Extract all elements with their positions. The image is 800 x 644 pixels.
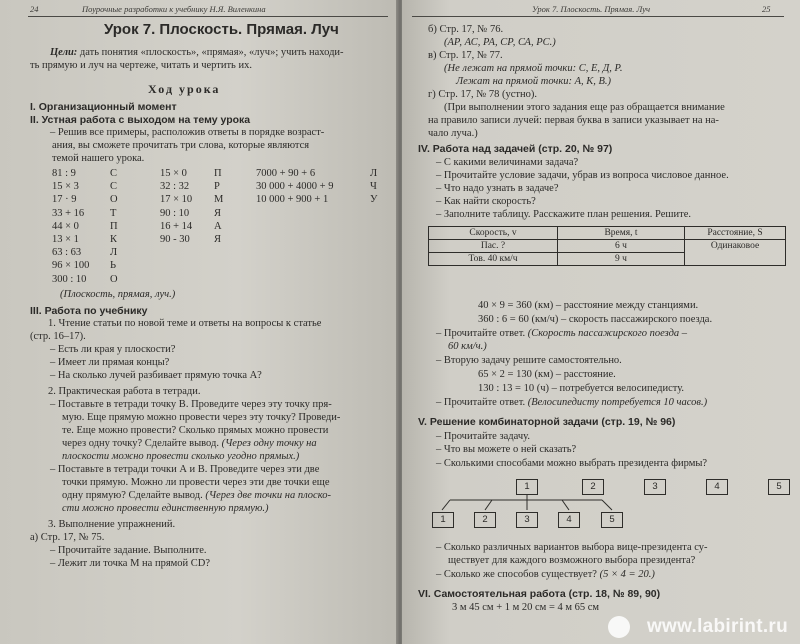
answer-text: 60 км/ч.) xyxy=(448,341,487,352)
examples-col-2 xyxy=(160,167,192,246)
answer-letter: А xyxy=(214,220,222,232)
calculation: 40 × 9 = 360 (км) – расстояние между станциями. xyxy=(478,300,699,311)
calculation: 3 м 45 см + 1 м 20 см = 4 м 65 см xyxy=(452,602,600,613)
table-cell: Пас. ? xyxy=(429,240,558,253)
tree-line xyxy=(485,500,492,510)
practical-text-part: одну прямую? Сделайте вывод. xyxy=(62,490,203,501)
example-expression: 15 × 3 xyxy=(52,181,79,193)
section-4-heading: IV. Работа над задачей (стр. 20, № 97) xyxy=(418,143,613,155)
tree-line xyxy=(562,500,569,510)
example-expression: 32 : 32 xyxy=(160,181,190,193)
examples-col-1 xyxy=(52,167,89,286)
answer-letter: Т xyxy=(110,207,117,219)
example-expression: 63 : 63 xyxy=(52,247,82,259)
question: – Имеет ли прямая концы? xyxy=(50,357,170,368)
answer-letter: Я xyxy=(214,207,222,219)
section-1-heading: I. Организационный момент xyxy=(30,101,177,113)
exercise-answer: (Не лежат на прямой точки: С, Е, Д, Р. xyxy=(444,63,623,74)
question: – Прочитайте условие задачи, убрав из вопроса числовое данное. xyxy=(436,170,729,181)
answer-letter: О xyxy=(110,273,118,285)
calculation: 360 : 6 = 60 (км/ч) – скорость пассажирского поезда. xyxy=(478,314,713,325)
answer-letter: С xyxy=(110,168,118,179)
exercise-note: чало луча.) xyxy=(428,128,478,139)
tree-line xyxy=(442,500,450,510)
example-expression: 30 000 + 4000 + 9 xyxy=(256,181,334,193)
task-table xyxy=(428,226,786,266)
president-option-box: 1 xyxy=(516,479,538,495)
answer-letter: О xyxy=(110,194,118,206)
running-header: Поурочные разработки к учебнику Н.Я. Виленкина xyxy=(82,4,266,14)
table-cell: Тов. 40 км/ч xyxy=(429,253,558,266)
president-option-box: 2 xyxy=(582,479,604,495)
section-6-heading: VI. Самостоятельная работа (стр. 18, № 89, 90) xyxy=(418,588,661,600)
question: ществует для каждого возможного выбора президента? xyxy=(448,555,696,566)
example-expression: 17 · 9 xyxy=(52,194,77,206)
president-option-box: 4 xyxy=(706,479,728,495)
question: – Что вы можете о ней сказать? xyxy=(436,444,577,455)
table-header: Время, t xyxy=(558,227,685,240)
table-header: Расстояние, S xyxy=(685,227,786,240)
example-expression: 15 × 0 xyxy=(160,168,187,179)
section-2-text: темой нашего урока. xyxy=(52,153,145,164)
question: – Есть ли края у плоскости? xyxy=(50,344,176,355)
exercise-answer: (АР, АС, РА, СР, СА, РС.) xyxy=(444,37,556,48)
answer-text: (Велосипедисту потребуется 10 часов.) xyxy=(525,397,708,408)
letters-col-2 xyxy=(214,167,223,246)
calculation: 130 : 13 = 10 (ч) – потребуется велосипедисту. xyxy=(478,383,685,394)
president-option-box: 3 xyxy=(644,479,666,495)
course-heading: Ход урока xyxy=(148,82,221,96)
goals-label: Цели: xyxy=(50,47,78,58)
question: – Заполните таблицу. Расскажите план решения. Решите. xyxy=(436,209,691,220)
exercise-ref: б) Стр. 17, № 76. xyxy=(428,24,504,35)
answer-letter: М xyxy=(214,194,224,206)
answer-line xyxy=(436,328,687,340)
vice-president-option-box: 3 xyxy=(516,512,538,528)
example-expression: 90 - 30 xyxy=(160,234,190,246)
letters-col-3 xyxy=(370,167,377,207)
question: – Сколько различных вариантов выбора вице-президента су- xyxy=(436,542,708,553)
answer-letter: Л xyxy=(370,168,378,179)
goals-line-2: ть прямую и луч на чертеже, читать и чертить их. xyxy=(30,60,252,71)
practical-answer: сти можно провести единственную прямую.) xyxy=(62,503,269,514)
table-header: Скорость, v xyxy=(429,227,558,240)
watermark-logo-icon xyxy=(608,616,630,638)
practical-text xyxy=(62,490,331,502)
question: – Прочитайте задачу. xyxy=(436,431,530,442)
table-row xyxy=(429,227,786,240)
instruction: – Вторую задачу решите самостоятельно. xyxy=(436,355,622,366)
example-expression: 96 × 100 xyxy=(52,260,90,272)
exercise-instruction: – Прочитайте задание. Выполните. xyxy=(50,545,207,556)
vice-president-option-box: 1 xyxy=(432,512,454,528)
header-rule xyxy=(412,16,784,17)
table-cell: Одинаковое xyxy=(685,240,786,266)
running-header: Урок 7. Плоскость. Прямая. Луч xyxy=(532,4,651,14)
table-cell: 6 ч xyxy=(558,240,685,253)
answer-letter: П xyxy=(110,220,118,232)
question-part: – Сколько же способов существует? xyxy=(436,569,597,580)
header-rule xyxy=(28,16,388,17)
example-expression: 17 × 10 xyxy=(160,194,193,206)
answer-letter: Л xyxy=(110,247,118,259)
goals-text: дать понятия «плоскость», «прямая», «луч»; учить находи- xyxy=(77,47,344,58)
examples-col-3 xyxy=(256,167,333,207)
answer-prompt: – Прочитайте ответ. xyxy=(436,397,526,408)
question: – Сколькими способами можно выбрать президента фирмы? xyxy=(436,458,708,469)
vice-president-option-box: 2 xyxy=(474,512,496,528)
exercise-note: (При выполнении этого задания еще раз обращается внимание xyxy=(444,102,725,113)
answer-line xyxy=(436,569,655,581)
example-expression: 7000 + 90 + 6 xyxy=(256,168,316,179)
question: – Как найти скорость? xyxy=(436,196,536,207)
calculation: 65 × 2 = 130 (км) – расстояние. xyxy=(478,369,616,380)
question: – С какими величинами задача? xyxy=(436,157,579,168)
example-expression: 33 + 16 xyxy=(52,207,85,219)
section-3-text: (стр. 16–17). xyxy=(30,331,86,342)
section-3-text: 1. Чтение статьи по новой теме и ответы на вопросы к статье xyxy=(48,318,322,329)
practical-text: точки прямую. Можно ли провести через эти две точки еще xyxy=(62,477,330,488)
example-expression: 44 × 0 xyxy=(52,220,79,232)
section-5-heading: V. Решение комбинаторной задачи (стр. 19, № 96) xyxy=(418,416,676,428)
goals-line xyxy=(50,47,344,59)
practical-text: – Поставьте в тетради точки А и В. Проведите через эти две xyxy=(50,464,320,475)
vice-president-option-box: 5 xyxy=(601,512,623,528)
answer-letter: Р xyxy=(214,181,220,193)
answer-letter: Ь xyxy=(110,260,117,272)
practical-text xyxy=(62,438,317,450)
answer-letter: К xyxy=(110,234,118,246)
exercise-ref: а) Стр. 17, № 75. xyxy=(30,532,105,543)
answer-letter: Ч xyxy=(370,181,377,193)
example-expression: 10 000 + 900 + 1 xyxy=(256,194,329,206)
exercise-answer: Лежат на прямой точки: А, К, В.) xyxy=(456,76,612,87)
practical-text-part: через одну точку? Сделайте вывод. xyxy=(62,438,219,449)
example-expression: 300 : 10 xyxy=(52,273,87,285)
letters-col-1 xyxy=(110,167,118,286)
example-expression: 90 : 10 xyxy=(160,207,190,219)
practical-answer: (Через две точки на плоско- xyxy=(202,490,331,501)
vice-president-option-box: 4 xyxy=(558,512,580,528)
exercise-question: – Лежит ли точка М на прямой CD? xyxy=(50,558,211,569)
question: – На сколько лучей разбивает прямую точка А? xyxy=(50,370,262,381)
practical-text: – Поставьте в тетради точку В. Проведите через эту точку пря- xyxy=(50,399,332,410)
right-page xyxy=(402,0,800,644)
answer-words: (Плоскость, прямая, луч.) xyxy=(60,289,176,300)
answer-text: (5 × 4 = 20.) xyxy=(596,569,655,580)
practical-answer: плоскости можно провести сколько угодно прямых.) xyxy=(62,451,300,462)
answer-prompt: – Прочитайте ответ. xyxy=(436,328,526,339)
watermark: www.labirint.ru xyxy=(646,616,788,637)
exercise-note: на правило записи лучей: первая буква в записи указывает на на- xyxy=(428,115,719,126)
left-page xyxy=(0,0,398,644)
answer-letter: С xyxy=(110,181,118,193)
practical-text: мую. Еще прямую можно провести через эту точку? Проведи- xyxy=(62,412,341,423)
example-expression: 81 : 9 xyxy=(52,168,76,179)
section-3-heading: III. Работа по учебнику xyxy=(30,305,148,317)
question: – Что надо узнать в задаче? xyxy=(436,183,559,194)
example-expression: 13 × 1 xyxy=(52,234,79,246)
answer-letter: П xyxy=(214,168,222,179)
section-2-text: ания, вы сможете прочитать три слова, которые являются xyxy=(52,140,310,151)
section-2-text: – Решив все примеры, расположив ответы в порядке возраст- xyxy=(50,127,325,138)
answer-text: (Скорость пассажирского поезда – xyxy=(525,328,688,339)
practical-work: 2. Практическая работа в тетради. xyxy=(48,386,201,397)
example-expression: 16 + 14 xyxy=(160,220,193,232)
table-cell: 9 ч xyxy=(558,253,685,266)
practical-answer: (Через одну точку на xyxy=(218,438,317,449)
page-number: 24 xyxy=(30,4,39,14)
answer-letter: Я xyxy=(214,234,222,246)
answer-line xyxy=(436,397,707,409)
page-number: 25 xyxy=(762,4,771,14)
table-row xyxy=(429,240,786,253)
answer-letter: У xyxy=(370,194,378,206)
tree-line xyxy=(602,500,612,510)
president-option-box: 5 xyxy=(768,479,790,495)
lesson-title: Урок 7. Плоскость. Прямая. Луч xyxy=(104,21,339,38)
exercises-heading: 3. Выполнение упражнений. xyxy=(48,519,176,530)
practical-text: те. Еще можно провести? Сколько прямых можно провести xyxy=(62,425,329,436)
exercise-ref: в) Стр. 17, № 77. xyxy=(428,50,503,61)
exercise-ref: г) Стр. 17, № 78 (устно). xyxy=(428,89,538,100)
section-2-heading: II. Устная работа с выходом на тему урока xyxy=(30,114,251,126)
